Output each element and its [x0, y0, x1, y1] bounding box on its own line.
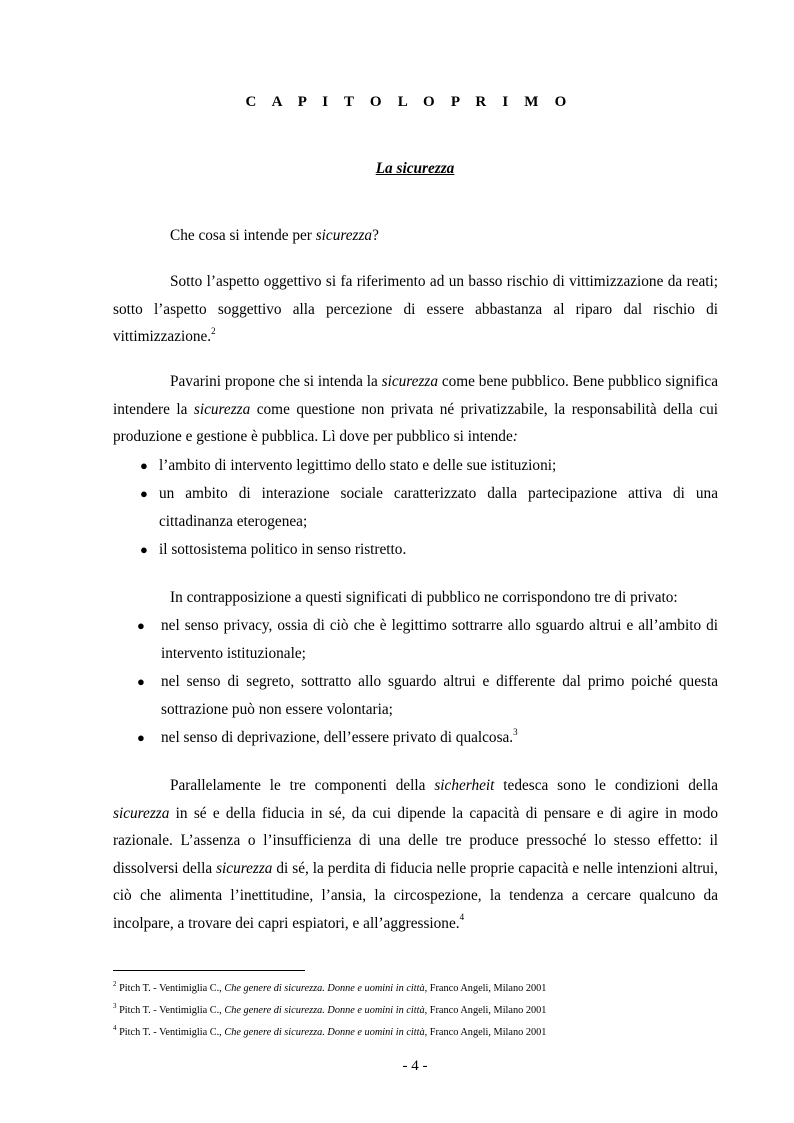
paragraph-2-text: Pavarini propone che si intenda la [170, 373, 382, 390]
paragraph-4 [113, 772, 718, 937]
footnote-3 [113, 1001, 547, 1017]
paragraph-2-emphasis: sicurezza [381, 373, 438, 390]
bullet-icon: ● [140, 486, 148, 501]
bullet-icon: ● [137, 730, 145, 745]
list-item-text: un ambito di interazione sociale caratterizzato dalla partecipazione attiva di una cittadinanza eterogenea; [159, 485, 718, 530]
list-item-text: nel senso di segreto, sottratto allo sguardo altrui e differente dal primo poiché questa sottrazione può non essere volontaria; [161, 673, 718, 718]
footnote-publisher: , Franco Angeli, Milano 2001 [424, 1027, 547, 1038]
list-item-text: il sottosistema politico in senso ristretto. [159, 541, 407, 558]
paragraph-4-text: tedesca sono le condizioni della [494, 777, 718, 794]
footnote-title: Che genere di sicurezza. Donne e uomini in città [224, 1027, 425, 1038]
footnote-ref-2: 2 [211, 325, 216, 336]
paragraph-1-text: Sotto l’aspetto oggettivo si fa riferimento ad un basso rischio di vittimizzazione da reati; sotto l’aspetto soggettivo alla percezione di essere abbastanza al riparo dal rischio di vittimizzazione. [113, 273, 718, 345]
footnote-number: 2 [113, 979, 117, 988]
paragraph-1 [113, 268, 718, 351]
list-item-text: nel senso di deprivazione, dell’essere privato di qualcosa. [161, 729, 514, 746]
list-item [113, 612, 718, 668]
footnote-title: Che genere di sicurezza. Donne e uomini in città [224, 983, 425, 994]
footnote-publisher: , Franco Angeli, Milano 2001 [424, 1005, 547, 1016]
question-emphasis: sicurezza [315, 227, 373, 244]
list-item [113, 668, 718, 724]
list-item [113, 724, 718, 752]
bullet-icon: ● [137, 674, 145, 689]
paragraph-4-emphasis: sicherheit [434, 777, 495, 794]
paragraph-2-text: come questione non privata né privatizzabile, la responsabilità della cui produzione e gestione è pubblica. Lì dove per pubblico si intende [113, 400, 718, 445]
footnote-author: Pitch T. - Ventimiglia C., [119, 983, 225, 994]
footnote-number: 3 [113, 1001, 117, 1010]
footnote-2 [113, 979, 547, 995]
page-number: - 4 - [402, 1058, 428, 1074]
question-paragraph [113, 222, 718, 250]
footnote-publisher: , Franco Angeli, Milano 2001 [424, 983, 547, 994]
bullet-icon: ● [140, 458, 148, 473]
paragraph-4-text: in sé e della fiducia in sé, da cui dipende la capacità di pensare e di agire in modo razionale. L’assenza o l’insufficienza di una delle tre produce pressoché lo stesso effetto: il dissolversi della [113, 804, 718, 877]
paragraph-4-emphasis: sicurezza [113, 804, 170, 822]
paragraph-2-text: come bene pubblico. Bene pubblico significa intendere la [113, 373, 719, 418]
list-private-meanings [113, 612, 718, 752]
paragraph-2-colon: : [512, 428, 518, 445]
paragraph-4-emphasis: sicurezza [216, 859, 273, 877]
list-item-text: l’ambito di intervento legittimo dello stato e delle sue istituzioni; [159, 457, 557, 474]
paragraph-3: In contrapposizione a questi significati di pubblico ne corrispondono tre di privato: [170, 589, 678, 606]
section-title: La sicurezza [375, 160, 455, 177]
footnote-author: Pitch T. - Ventimiglia C., [119, 1027, 225, 1038]
footnote-title: Che genere di sicurezza. Donne e uomini in città [224, 1005, 425, 1016]
bullet-icon: ● [140, 542, 148, 557]
footnote-author: Pitch T. - Ventimiglia C., [119, 1005, 225, 1016]
footnote-ref-3: 3 [513, 726, 518, 737]
paragraph-2-emphasis: sicurezza [193, 400, 251, 418]
question-mark: ? [372, 227, 379, 244]
list-item-text [113, 724, 718, 752]
list-item [113, 452, 718, 480]
footnote-ref-4: 4 [459, 912, 465, 923]
question-text: Che cosa si intende per [170, 227, 316, 244]
bullet-icon: ● [137, 618, 145, 633]
footnote-separator [113, 970, 305, 971]
paragraph-2 [113, 368, 718, 451]
list-item [113, 480, 718, 536]
footnote-number: 4 [113, 1023, 117, 1032]
paragraph-4-text: di sé, la perdita di fiducia nelle proprie capacità e nelle intenzioni altrui, ciò che alimenta l’inettitudine, l’ansia, la circospezione, la tendenza a cercare qualcuno da incolpare, a trovare dei capri espiatori, e all’aggressione. [113, 859, 718, 932]
list-public-meanings [113, 452, 718, 564]
chapter-heading: C A P I T O L O P R I M O [245, 94, 573, 110]
footnote-4 [113, 1023, 547, 1039]
list-item [113, 536, 718, 564]
paragraph-4-text: Parallelamente le tre componenti della [170, 777, 435, 794]
list-item-text: nel senso privacy, ossia di ciò che è legittimo sottrarre allo sguardo altrui e all’ambito di intervento istituzionale; [161, 617, 718, 662]
